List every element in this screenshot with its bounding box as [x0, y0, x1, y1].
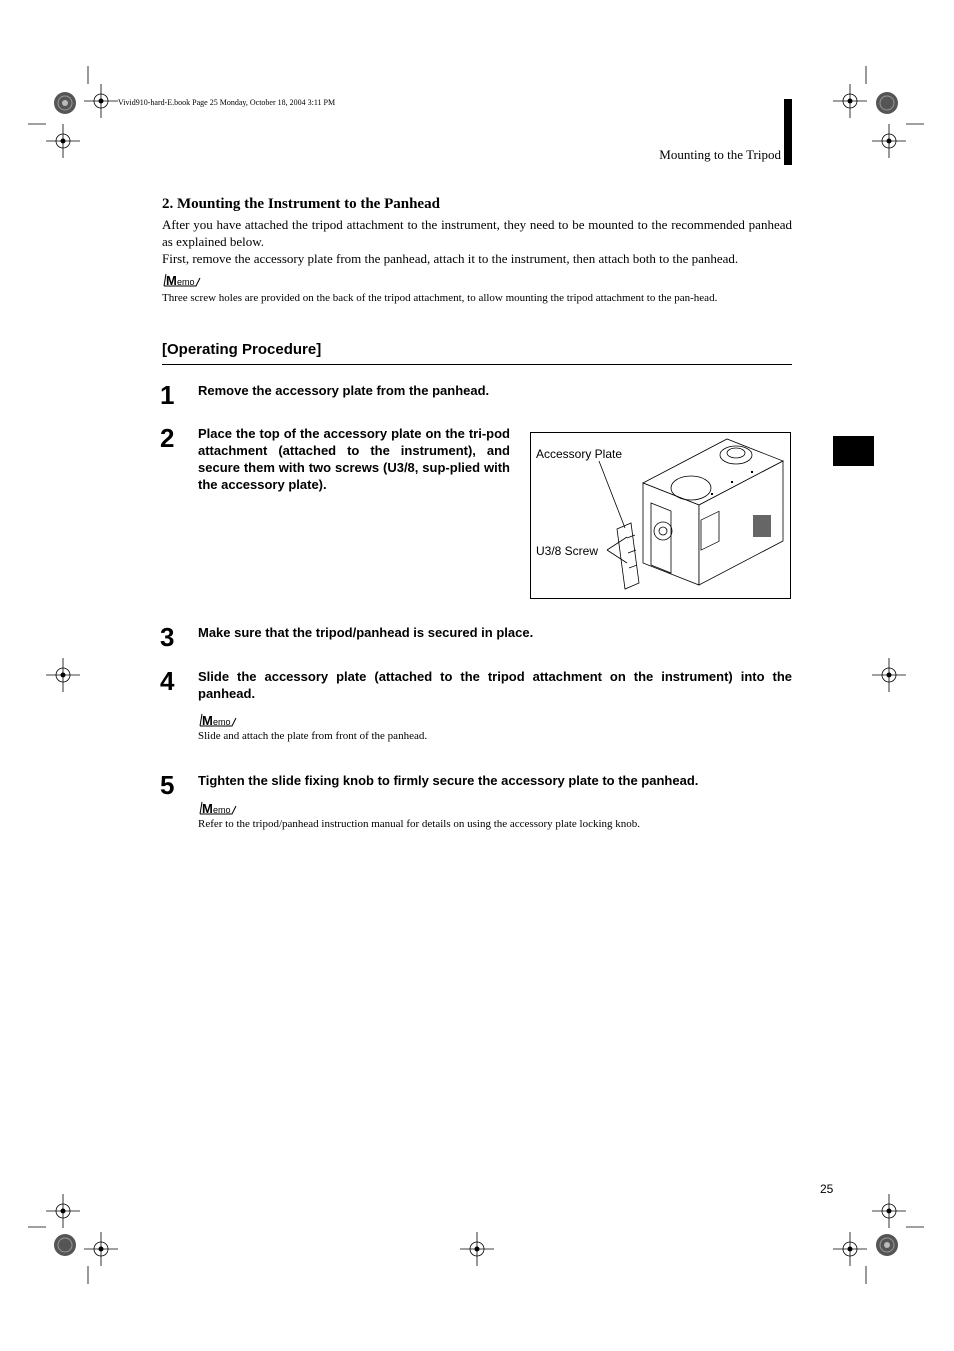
svg-text:emo: emo: [213, 805, 231, 815]
step-number: 3: [160, 622, 175, 652]
callout-screw: U3/8 Screw: [536, 544, 599, 558]
svg-text:M: M: [202, 713, 213, 728]
svg-text:emo: emo: [177, 277, 195, 287]
intro-paragraph-2: First, remove the accessory plate from the panhead, attach it to the instrument, then attach both to the panhead.: [162, 251, 739, 266]
procedure-heading: [Operating Procedure]: [162, 341, 322, 358]
chapter-thumb-tab: [833, 436, 874, 466]
svg-text:M: M: [166, 273, 177, 288]
step-text: Make sure that the tripod/panhead is secured in place.: [198, 625, 534, 640]
step-memo: Refer to the tripod/panhead instruction manual for details on using the accessory plate locking knob.: [198, 818, 641, 830]
chapter-bar: [784, 99, 792, 165]
step-number: 5: [160, 770, 175, 800]
intro-paragraph: After you have attached the tripod attachment to the instrument, they need to be mounted to the recommended panhead as explained below.: [162, 217, 792, 249]
step-text: Remove the accessory plate from the panhead.: [198, 383, 490, 398]
step-number: 1: [160, 380, 175, 410]
memo-note: Three screw holes are provided on the back of the tripod attachment, to allow mounting the tripod attachment to the pan-head.: [162, 292, 718, 304]
running-header: Mounting to the Tripod: [659, 147, 781, 162]
step-text: Slide the accessory plate (attached to the tripod attachment on the instrument) into the panhead.: [198, 669, 792, 701]
memo-icon: [198, 712, 238, 728]
memo-icon: [198, 800, 238, 816]
step-number: 2: [160, 423, 175, 453]
step-number: 4: [160, 666, 175, 696]
heading-rule: [162, 364, 792, 365]
memo-icon: [162, 272, 202, 288]
svg-text:emo: emo: [213, 717, 231, 727]
step-memo: Slide and attach the plate from front of the panhead.: [198, 730, 428, 742]
svg-text:M: M: [202, 801, 213, 816]
callout-accessory-plate: Accessory Plate: [536, 447, 623, 461]
step-text: Tighten the slide fixing knob to firmly secure the accessory plate to the panhead.: [198, 773, 699, 788]
step-text: Place the top of the accessory plate on the tri-pod attachment (attached to the instrument), and secure them with two screws (U3/8, sup-plied with the accessory plate).: [198, 426, 510, 492]
section-title: 2. Mounting the Instrument to the Panhead: [162, 196, 440, 212]
page-number: 25: [820, 1182, 834, 1196]
print-stamp: Vivid910-hard-E.book Page 25 Monday, October 18, 2004 3:11 PM: [118, 98, 336, 107]
